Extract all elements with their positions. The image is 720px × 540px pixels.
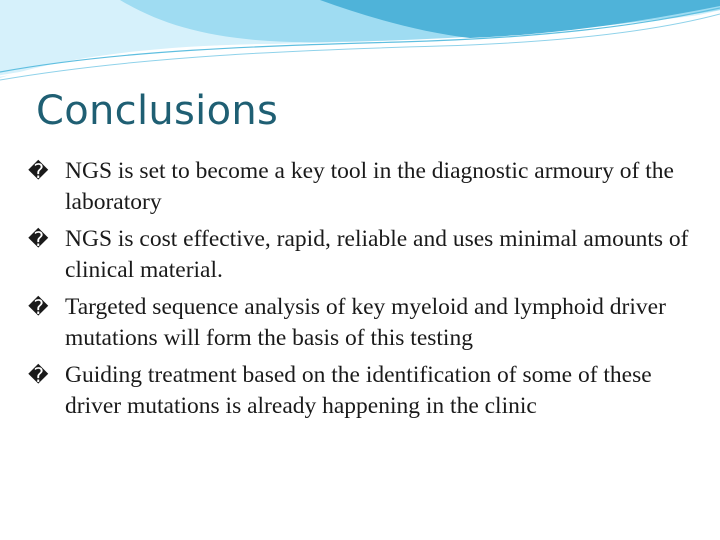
bullet-text: Targeted sequence analysis of key myeloid and lymphoid driver mutations will form the basis of this testing: [65, 294, 666, 351]
bullet-list: [28, 156, 693, 428]
bullet-glyph-icon: �: [28, 295, 49, 319]
slide-title: Conclusions: [36, 88, 279, 134]
header-wave-decoration: [0, 0, 720, 90]
bullet-item: [28, 360, 693, 422]
bullet-glyph-icon: �: [28, 159, 49, 183]
bullet-glyph-icon: �: [28, 227, 49, 251]
bullet-item: [28, 156, 693, 218]
bullet-item: [28, 292, 693, 354]
bullet-item: [28, 224, 693, 286]
bullet-text: NGS is set to become a key tool in the diagnostic armoury of the laboratory: [65, 158, 674, 215]
bullet-text: NGS is cost effective, rapid, reliable and uses minimal amounts of clinical material.: [65, 226, 689, 283]
bullet-text: Guiding treatment based on the identification of some of these driver mutations is already happening in the clinic: [65, 362, 652, 419]
bullet-glyph-icon: �: [28, 363, 49, 387]
